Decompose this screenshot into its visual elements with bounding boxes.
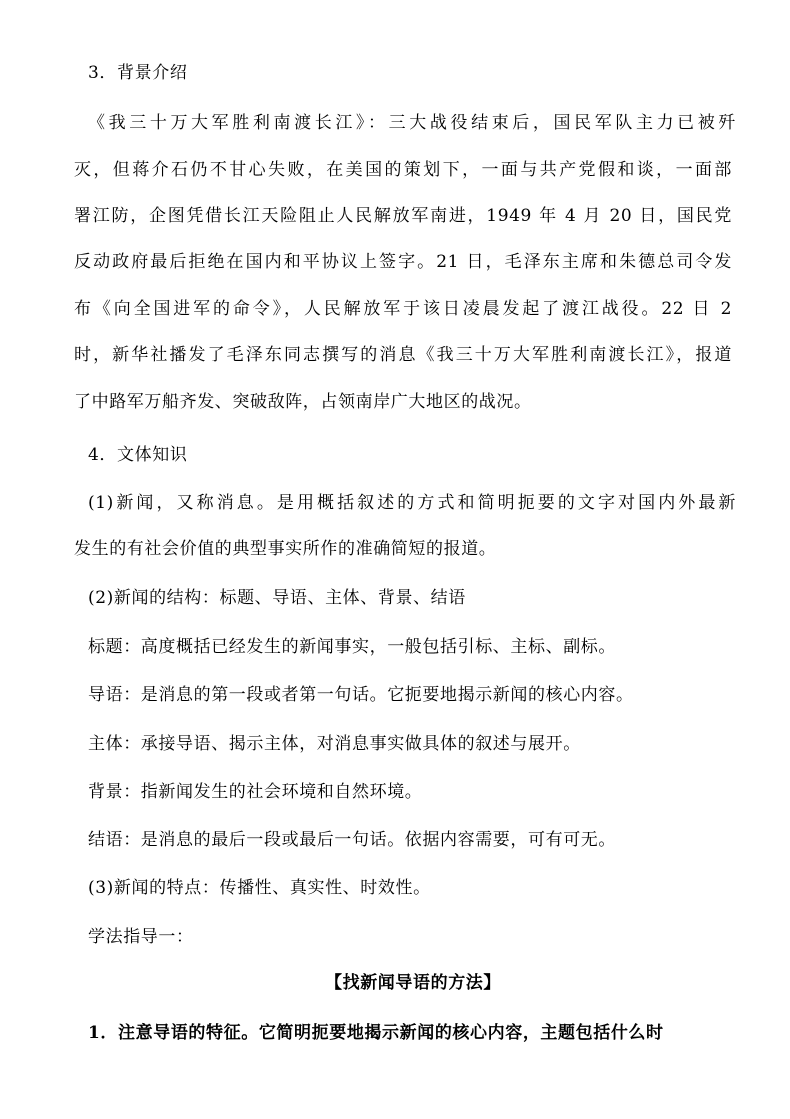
structure-lead: 导语：是消息的第一段或者第一句话。它扼要地揭示新闻的核心内容。	[88, 685, 634, 705]
news-definition-line: (1)新闻，又称消息。是用概括叙述的方式和简明扼要的文字对国内外最新	[88, 493, 736, 513]
news-definition-line: 发生的有社会价值的典型事实所作的准确简短的报道。	[74, 539, 497, 559]
guide-point-1: 1．注意导语的特征。它简明扼要地揭示新闻的核心内容，主题包括什么时	[88, 1023, 664, 1043]
section3-paragraph-line: 《我三十万大军胜利南渡长江》：三大战役结束后，国民军队主力已被歼	[88, 113, 736, 133]
section3-heading: 3．背景介绍	[88, 63, 188, 83]
section3-paragraph-line: 署江防，企图凭借长江天险阻止人民解放军南进，1949 年 4 月 20 日，国民党	[74, 206, 732, 226]
structure-body: 主体：承接导语、揭示主体，对消息事实做具体的叙述与展开。	[88, 734, 581, 754]
section3-paragraph-line: 了中路军万船齐发、突破敌阵，占领南岸广大地区的战况。	[74, 392, 532, 412]
section3-paragraph-line: 布《向全国进军的命令》，人民解放军于该日凌晨发起了渡江战役。22 日 2	[74, 299, 732, 319]
section4-heading: 4．文体知识	[88, 445, 188, 465]
guide-title: 【找新闻导语的方法】	[325, 973, 501, 993]
section3-paragraph-line: 灭，但蒋介石仍不甘心失败，在美国的策划下，一面与共产党假和谈，一面部	[74, 160, 732, 180]
structure-background: 背景：指新闻发生的社会环境和自然环境。	[88, 782, 423, 802]
structure-title: 标题：高度概括已经发生的新闻事实，一般包括引标、主标、副标。	[88, 637, 616, 657]
news-structure-heading: (2)新闻的结构：标题、导语、主体、背景、结语	[88, 588, 466, 608]
section3-paragraph-line: 反动政府最后拒绝在国内和平协议上签字。21 日，毛泽东主席和朱德总司令发	[74, 252, 732, 272]
news-features: (3)新闻的特点：传播性、真实性、时效性。	[88, 878, 431, 898]
structure-conclusion: 结语：是消息的最后一段或最后一句话。依据内容需要，可有可无。	[88, 830, 616, 850]
section3-paragraph-line: 时，新华社播发了毛泽东同志撰写的消息《我三十万大军胜利南渡长江》，报道	[74, 345, 732, 365]
guide-label: 学法指导一：	[88, 927, 194, 947]
